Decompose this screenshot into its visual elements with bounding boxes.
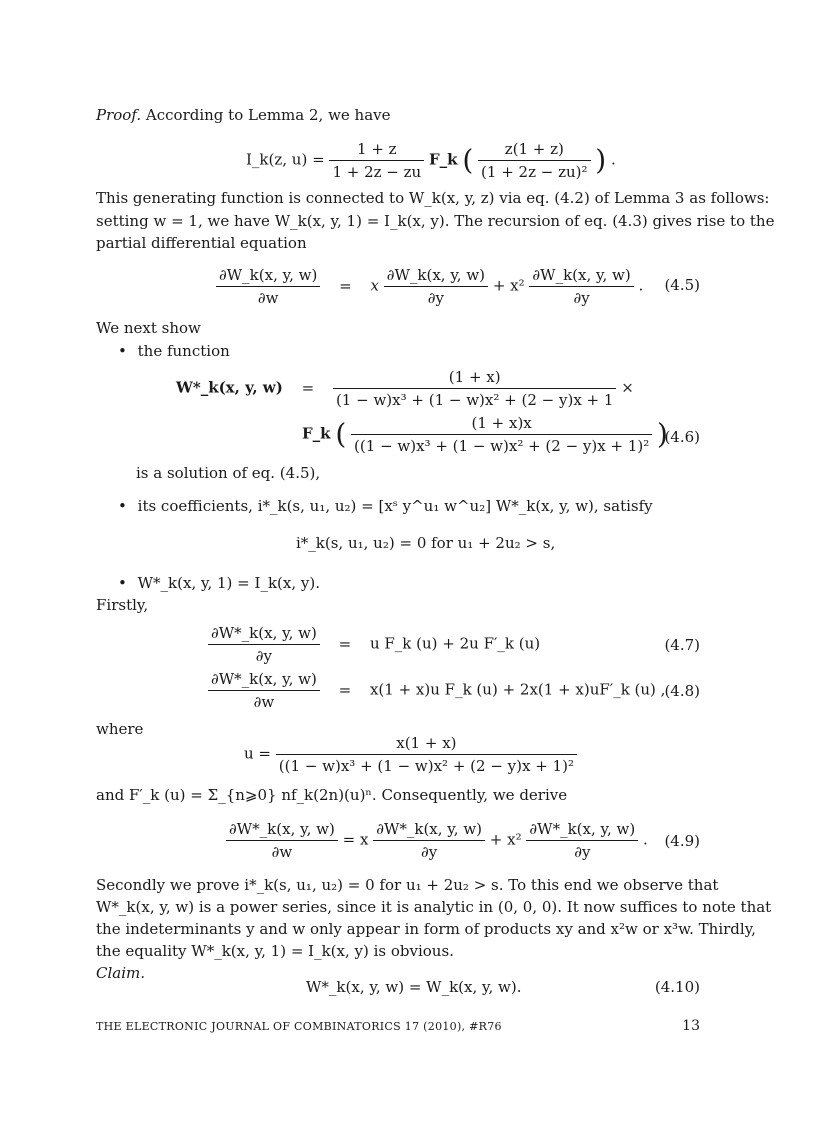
is-solution: is a solution of eq. (4.5), <box>136 464 321 482</box>
bullet-1-text: the function <box>137 342 230 360</box>
para2-line4: the equality W*_k(x, y, 1) = I_k(x, y) is obvious. <box>96 942 454 960</box>
bullet-3 <box>118 574 320 592</box>
u-def-lhs: u = <box>244 744 271 763</box>
coef-equation: i*_k(s, u₁, u₂) = 0 for u₁ + 2u₂ > s, <box>296 534 556 552</box>
eq47-rel: = <box>338 634 352 653</box>
bullet-1 <box>118 342 230 360</box>
eq49-r2-num: ∂W*_k(x, y, w) <box>526 820 638 841</box>
next-show: We next show <box>96 319 201 337</box>
equation-4-6-line2 <box>302 414 668 455</box>
eq46-f1-den: (1 − w)x³ + (1 − w)x² + (2 − y)x + 1 <box>335 391 614 409</box>
eq49-r1-num: ∂W*_k(x, y, w) <box>373 820 485 841</box>
equation-4-5 <box>216 266 643 307</box>
eq48-rel: = <box>338 680 352 699</box>
eq410-number: (4.10) <box>654 978 700 996</box>
u-def-num: x(1 + x) <box>276 734 577 755</box>
eq-ik-fraction <box>329 140 424 181</box>
eq-ik-den: 1 + 2z − zu <box>332 163 422 181</box>
equation-4-10: W*_k(x, y, w) = W_k(x, y, w). <box>306 978 522 996</box>
page-number: 13 <box>682 1018 700 1034</box>
eq-ik-num: 1 + z <box>329 140 424 161</box>
bullet-dot-icon: • <box>118 497 127 515</box>
eq-ik-fk: F_k <box>428 150 458 169</box>
eq45-r2-num: ∂W_k(x, y, w) <box>529 266 633 287</box>
eq46-f1-num: (1 + x) <box>333 368 616 389</box>
bullet-dot-icon: • <box>118 342 127 360</box>
eq47-frac <box>208 624 320 665</box>
eq49-r2-den: ∂y <box>574 843 591 861</box>
bullet-dot-icon: • <box>118 574 127 592</box>
eq46-f2-num: (1 + x)x <box>351 414 652 435</box>
eq46-f1 <box>333 368 616 409</box>
u-def-frac <box>276 734 577 775</box>
eq47-den: ∂y <box>255 647 273 665</box>
eq45-tail: . <box>638 276 644 295</box>
eq45-lhs <box>216 266 320 307</box>
eq45-lhs-num: ∂W_k(x, y, w) <box>216 266 320 287</box>
equation-4-6-line1 <box>176 368 634 409</box>
equation-4-9 <box>226 820 648 861</box>
u-definition <box>244 734 577 775</box>
eq45-rel: = <box>339 276 352 295</box>
eq48-num: ∂W*_k(x, y, w) <box>208 670 320 691</box>
eq46-f2-pre: F_k <box>302 424 331 443</box>
eq47-num: ∂W*_k(x, y, w) <box>208 624 320 645</box>
equation-4-7 <box>208 624 540 665</box>
para2-line2: W*_k(x, y, w) is a power series, since it is analytic in (0, 0, 0). It now suffices to note that <box>96 898 772 916</box>
journal-footer: THE ELECTRONIC JOURNAL OF COMBINATORICS 17 (2010), #R76 <box>96 1020 502 1033</box>
eq46-times: × <box>621 378 634 397</box>
eq47-number: (4.7) <box>664 636 700 654</box>
eq45-r2-den: ∂y <box>573 289 590 307</box>
eq49-tail: . <box>643 830 648 849</box>
eq49-lhs-num: ∂W*_k(x, y, w) <box>226 820 338 841</box>
eq45-r1 <box>384 266 488 307</box>
eq45-r2 <box>529 266 633 307</box>
eq46-rel: = <box>301 378 315 397</box>
para1-line1: This generating function is connected to W_k(x, y, z) via eq. (4.2) of Lemma 3 as follows: <box>96 189 770 207</box>
para2-line1: Secondly we prove i*_k(s, u₁, u₂) = 0 for u₁ + 2u₂ > s. To this end we observe that <box>96 876 719 894</box>
eq48-frac <box>208 670 320 711</box>
bullet-2-text: its coefficients, i*_k(s, u₁, u₂) = [xˢ y^u₁ w^u₂] W*_k(x, y, w), satisfy <box>137 497 653 515</box>
eq48-rhs: x(1 + x)u F_k (u) + 2x(1 + x)uF′_k (u) , <box>369 680 666 699</box>
eq-ik-rparen: ) <box>595 143 607 177</box>
eq-ik-inner-fraction <box>478 140 590 181</box>
u-def-den: ((1 − w)x³ + (1 − w)x² + (2 − y)x + 1)² <box>278 757 574 775</box>
equation-ik <box>246 140 616 181</box>
para1-line2: setting w = 1, we have W_k(x, y, 1) = I_k(x, y). The recursion of eq. (4.3) gives rise to the <box>96 212 775 230</box>
eq-ik-lparen: ( <box>462 143 474 177</box>
firstly: Firstly, <box>96 596 149 614</box>
eq49-number: (4.9) <box>664 832 700 850</box>
eq49-r2 <box>526 820 638 861</box>
proof-label: Proof. <box>96 106 142 124</box>
and-line: and F′_k (u) = Σ_{n⩾0} nf_k(2n)(u)ⁿ. Consequently, we derive <box>96 786 568 804</box>
equation-4-8 <box>208 670 665 711</box>
para2-line3: the indeterminants y and w only appear in form of products xy and x²w or x³w. Thirdly, <box>96 920 756 938</box>
eq45-lhs-den: ∂w <box>257 289 279 307</box>
eq45-r1-den: ∂y <box>427 289 444 307</box>
proof-text: According to Lemma 2, we have <box>145 106 391 124</box>
eq46-number: (4.6) <box>664 428 700 446</box>
eq49-r1-den: ∂y <box>420 843 438 861</box>
para1-line3: partial differential equation <box>96 234 307 252</box>
bullet-2 <box>118 497 653 515</box>
eq48-den: ∂w <box>253 693 275 711</box>
eq46-rparen: ) <box>657 417 668 451</box>
claim-label: Claim. <box>96 964 146 982</box>
eq46-lparen: ( <box>335 417 347 451</box>
eq45-plus: + x² <box>492 276 525 295</box>
eq47-rhs: u F_k (u) + 2u F′_k (u) <box>369 634 541 653</box>
where: where <box>96 720 144 738</box>
eq46-f2 <box>351 414 652 455</box>
eq45-x: x <box>370 276 379 295</box>
proof-line <box>96 106 391 124</box>
eq-ik-tail: . <box>611 150 616 169</box>
eq46-lhs: W*_k(x, y, w) <box>176 378 283 397</box>
eq48-number: (4.8) <box>664 682 700 700</box>
eq49-lhs <box>226 820 338 861</box>
eq49-r1 <box>373 820 485 861</box>
eq49-rel: = x <box>342 830 369 849</box>
eq45-number: (4.5) <box>664 276 700 294</box>
eq45-r1-num: ∂W_k(x, y, w) <box>384 266 488 287</box>
eq-ik-inner-num: z(1 + z) <box>478 140 590 161</box>
eq-ik-lhs: I_k(z, u) = <box>246 150 325 169</box>
eq49-plus: + x² <box>489 830 522 849</box>
bullet-3-text: W*_k(x, y, 1) = I_k(x, y). <box>137 574 320 592</box>
eq49-lhs-den: ∂w <box>271 843 293 861</box>
eq46-f2-den: ((1 − w)x³ + (1 − w)x² + (2 − y)x + 1)² <box>354 437 650 455</box>
eq-ik-inner-den: (1 + 2z − zu)² <box>481 163 588 181</box>
